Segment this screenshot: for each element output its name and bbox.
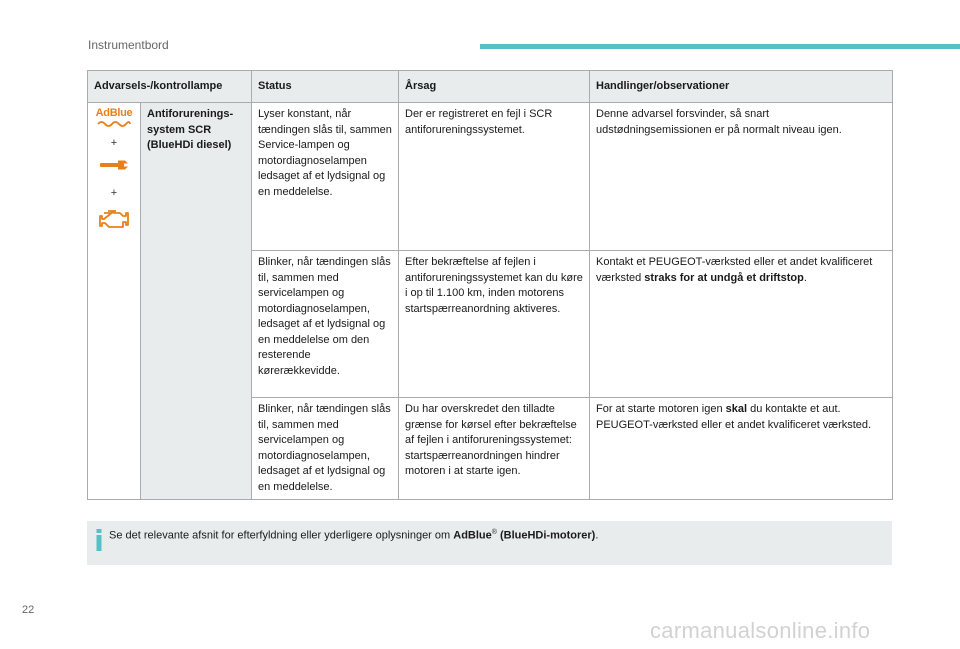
- status-cell: Blinker, når tændingen slås til, sammen med servicelampen og motordiagnoselampen, ledsaget af et lydsignal og en meddelelse om den resterende kørerækkevidde.: [252, 251, 399, 398]
- column-header-status: Status: [252, 71, 399, 103]
- plus-sign: +: [110, 137, 118, 149]
- action-cell: Kontakt et PEUGEOT-værksted eller et andet kvalificeret værksted straks for at undgå et driftstop.: [590, 251, 893, 398]
- section-title: Instrumentbord: [88, 38, 169, 52]
- info-icon: [95, 529, 103, 554]
- watermark: carmanualsonline.info: [650, 618, 871, 643]
- system-name: Antiforurenings-system SCR (BlueHDi diesel): [141, 103, 252, 500]
- status-cell: Blinker, når tændingen slås til, sammen med servicelampen og motordiagnoselampen, ledsaget af et lydsignal og en meddelelse.: [252, 398, 399, 500]
- action-cell: For at starte motoren igen skal du kontakte et aut. PEUGEOT-værksted eller et andet kvalificeret værksted.: [590, 398, 893, 500]
- warning-icons-cell: [88, 103, 141, 500]
- warning-lights-table: [87, 70, 893, 500]
- adblue-icon: AdBlue: [96, 107, 133, 127]
- page-number: 22: [22, 604, 35, 616]
- status-cell: Lyser konstant, når tændingen slås til, sammen Service-lampen og motordiagnoselampen ledsaget af et lydsignal og en meddelelse.: [252, 103, 399, 251]
- column-header-actions: Handlinger/observationer: [590, 71, 893, 103]
- cause-cell: Du har overskredet den tilladte grænse for kørsel efter bekræftelse af fejlen i antiforureningssystemet: startspærreanordningen hindrer motoren i at starte igen.: [399, 398, 590, 500]
- plus-sign: +: [110, 186, 118, 199]
- info-note: Se det relevante afsnit for efterfyldning eller yderligere oplysninger om AdBlue® (BlueHDi-motorer).: [87, 521, 892, 565]
- column-header-cause: Årsag: [399, 71, 590, 103]
- column-header-warning-light: Advarsels-/kontrollampe: [88, 71, 252, 103]
- table-header-row: [88, 71, 893, 103]
- table-row: [88, 103, 893, 251]
- cause-cell: Efter bekræftelse af fejlen i antiforureningssystemet kan du køre i op til 1.100 km, inden motorens startspærreanordning aktiveres.: [399, 251, 590, 398]
- action-cell: Denne advarsel forsvinder, så snart udstødningsemissionen er på normalt niveau igen.: [590, 103, 893, 251]
- header-accent-bar: [480, 44, 960, 49]
- cause-cell: Der er registreret en fejl i SCR antiforureningssystemet.: [399, 103, 590, 251]
- engine-icon: [98, 209, 130, 237]
- wrench-icon: [99, 159, 129, 177]
